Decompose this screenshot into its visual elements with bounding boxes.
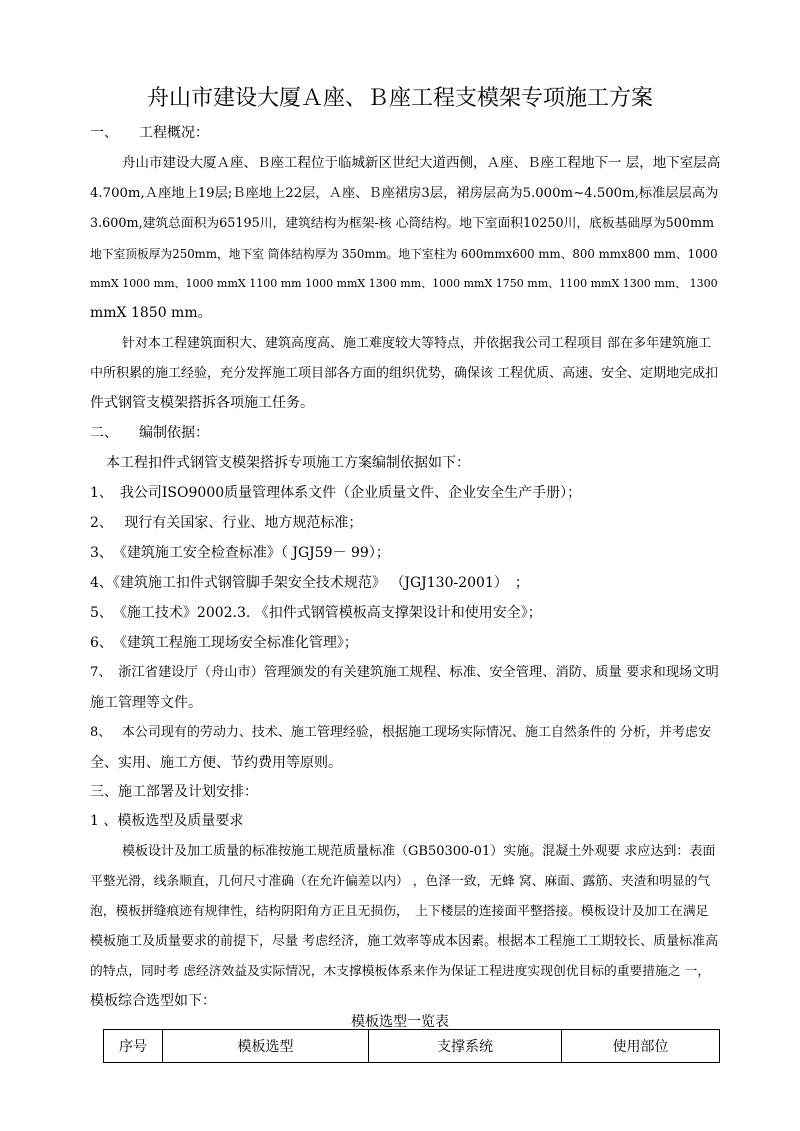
header-serial-number: 序号 bbox=[104, 1030, 163, 1063]
approach-line: 件式钢管支模架搭拆各项施工任务。 bbox=[90, 395, 314, 411]
basis-item-3: 3、 《建筑施工安全检查标准》（ JGJ59－ 99）； bbox=[90, 545, 390, 561]
header-formwork-type: 模板选型 bbox=[163, 1030, 369, 1063]
formwork-selection-table bbox=[103, 1029, 720, 1063]
approach-line: 针对本工程建筑面积大、建筑高度高、施工难度较大等特点，并依据我公司工程项目 部在多年建筑施工 bbox=[122, 336, 712, 351]
formwork-line: 泡，模板拼缝痕迹有规律性，结构阴阳角方正且无损伤， 上下楼层的连接面平整搭接。模板设计及加工在满足 bbox=[90, 904, 709, 919]
approach-line: 中所积累的施工经验，充分发挥施工项目部各方面的组织优势，确保该 工程优质、高速、安全、定期地完成扣 bbox=[90, 366, 719, 381]
section-3-heading: 三、施工部署及计划安排： bbox=[90, 784, 258, 800]
basis-item-5: 5、 《施工技术》2002.3. 《扣件式钢管模板高支撑架设计和使用安全》； bbox=[90, 605, 542, 621]
formwork-line: 模板综合选型如下： bbox=[90, 993, 216, 1009]
formwork-line: 平整光滑，线条顺直，几何尺寸准确（在允许偏差以内） ，色泽一致，无蜂 窝、麻面、露筋、夹渣和明显的气 bbox=[90, 874, 711, 889]
basis-item-7: 7、 浙江省建设厅（舟山市）管理颁发的有关建筑施工规程、标准、安全管理、消防、质量 要求和现场文明 bbox=[90, 665, 719, 680]
table-header-row bbox=[104, 1030, 720, 1063]
header-support-system: 支撑系统 bbox=[369, 1030, 562, 1063]
formwork-line: 模板施工及质量要求的前提下，尽量 考虑经济，施工效率等成本因素。根据本工程施工工期较长、质量标准高 bbox=[90, 934, 719, 949]
subsection-1-heading: 1 、模板选型及质量要求 bbox=[90, 813, 244, 829]
table-caption: 模板选型一览表 bbox=[351, 1014, 449, 1030]
basis-item-7-cont: 施工管理等文件。 bbox=[90, 695, 202, 711]
basis-item-1: 1、 我公司ISO9000质量管理体系文件（企业质量文件、企业安全生产手册）； bbox=[90, 485, 582, 501]
basis-intro: 本工程扣件式钢管支模架搭拆专项施工方案编制依据如下： bbox=[106, 455, 470, 471]
section-1-heading: 一、 工程概况： bbox=[90, 125, 209, 141]
basis-item-2: 2、 现行有关国家、行业、地方规范标准； bbox=[90, 515, 363, 531]
header-usage-location: 使用部位 bbox=[562, 1030, 720, 1063]
overview-line: 4.700m,Ａ座地上19层;Ｂ座地上22层，Ａ座、Ｂ座裙房3层，裙房层高为5.000m~4.500m,标准层层高为 bbox=[90, 186, 719, 201]
formwork-line: 模板设计及加工质量的标准按施工规范质量标准（GB50300-01）实施。混凝土外观要 求应达到：表面 bbox=[122, 844, 716, 859]
overview-line: mmX 1000 mm、1000 mmX 1100 mm 1000 mmX 1300 mm、1000 mmX 1750 mm、1100 mmX 1300 mm、 1300 bbox=[90, 277, 718, 290]
section-2-heading: 二、 编制依据： bbox=[90, 425, 209, 441]
basis-item-8: 8、 本公司现有的劳动力、技术、施工管理经验，根据施工现场实际情况、施工自然条件的 分析，并考虑安 bbox=[90, 725, 712, 740]
document-title: 舟山市建设大厦Ａ座、Ｂ座工程支模架专项施工方案 bbox=[146, 86, 653, 111]
overview-line: mmX 1850 mm。 bbox=[90, 305, 212, 321]
basis-item-4: 4、《建筑施工扣件式钢管脚手架安全技术规范》 （JGJ130-2001） ； bbox=[90, 575, 529, 591]
basis-item-8-cont: 全、实用、施工方便、节约费用等原则。 bbox=[90, 755, 342, 771]
basis-item-6: 6、 《建筑工程施工现场安全标准化管理》； bbox=[90, 635, 358, 651]
overview-line: 3.600m,建筑总面积为65195川，建筑结构为框架-核 心筒结构。地下室面积10250川，底板基础厚为500mm bbox=[90, 216, 715, 231]
overview-line: 地下室顶板厚为250mm，地下室 筒体结构厚为 350mm。地下室柱为 600mmx600 mm、800 mmx800 mm、1000 bbox=[90, 247, 718, 261]
overview-line: 舟山市建设大厦Ａ座、Ｂ座工程位于临城新区世纪大道西侧，Ａ座、Ｂ座工程地下一 层，地下室层高 bbox=[122, 155, 721, 171]
formwork-line: 的特点，同时考 虑经济效益及实际情况，木支撑模板体系来作为保证工程进度实现创优目标的重要措施之 一， bbox=[90, 964, 711, 979]
